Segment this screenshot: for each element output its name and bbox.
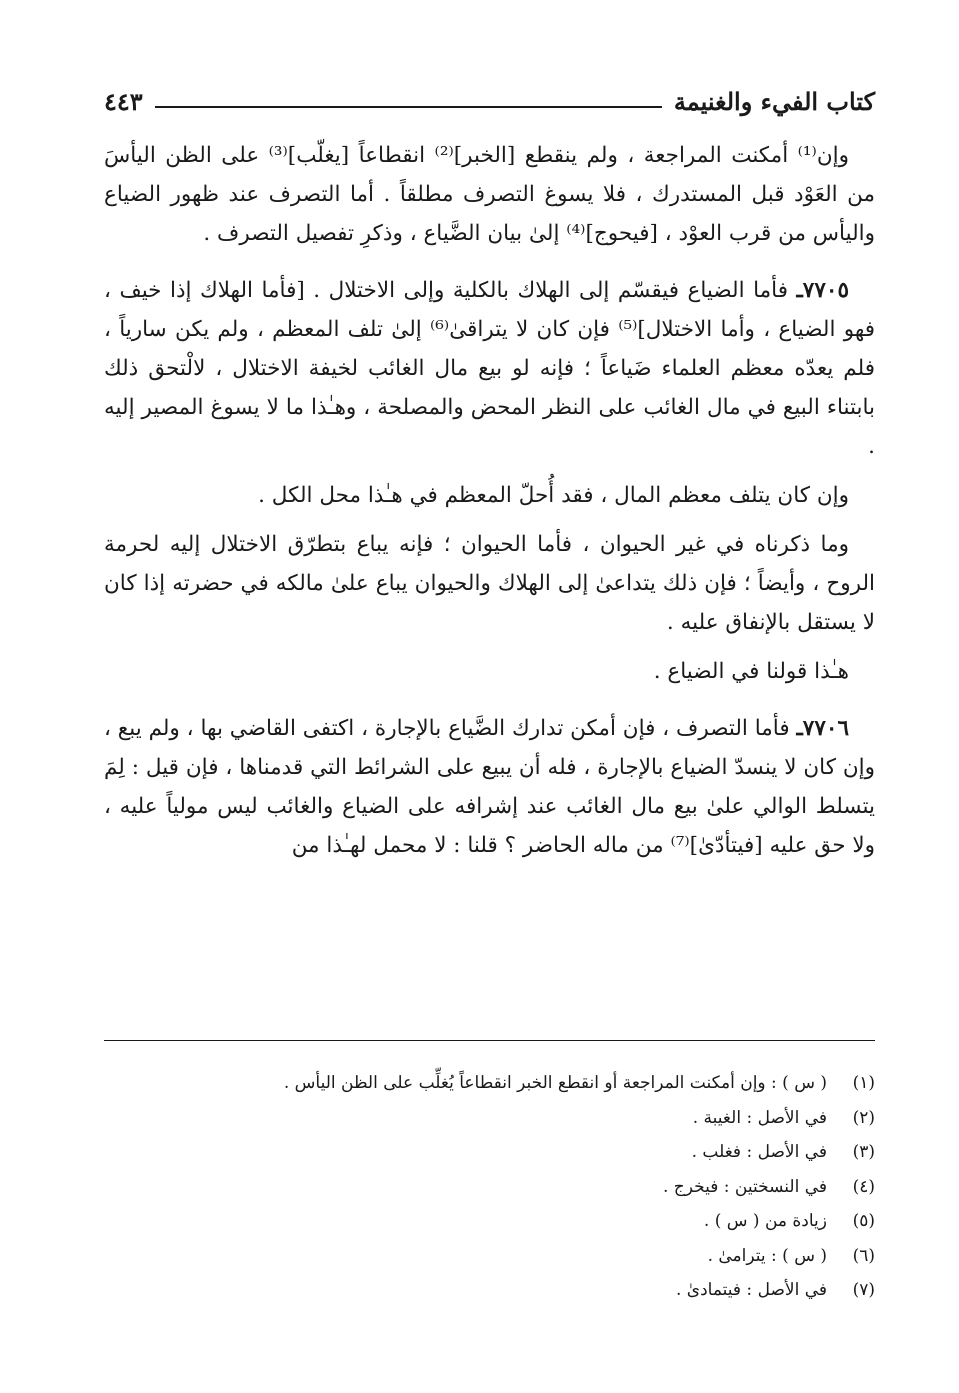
paragraph (104, 652, 875, 691)
paragraph-text: فأما الضياع فيقسّم إلى الهلاك بالكلية وإلى الاختلال . [فأما الهلاك إذا خيف ، فهو الضياع ، وأما الاختلال]⁽⁵⁾ فإن كان لا يتراقىٰ⁽⁶⁾ إلىٰ تلف المعظم ، ولم يكن سارياً ، فلم يعدّه معظم العلماء ضَياعاً ؛ فإنه لو بيع مال الغائب لخيفة الاختلال ، لالْتحق ذلك بابتناء البيع في مال الغائب على النظر المحض والمصلحة ، وهـٰذا ما لا يسوغ المصير إليه . (104, 278, 876, 459)
paragraph-number: ٧٧٠٦ـ (796, 716, 849, 741)
footnote-number: (٤) (852, 1176, 875, 1197)
header-rule (155, 106, 662, 108)
footnote-text: في الأصل : فيتمادىٰ . (675, 1280, 827, 1300)
paragraph-number: ٧٧٠٥ـ (796, 278, 849, 303)
page-number: ٤٤٣ (104, 87, 143, 116)
footnote (104, 1066, 875, 1101)
footnotes (104, 1066, 875, 1308)
paragraph (104, 525, 875, 642)
footnote-number: (١) (852, 1073, 875, 1093)
book-title: كتاب الفيء والغنيمة (673, 87, 875, 116)
footnote (104, 1273, 875, 1308)
paragraph-text: فأما التصرف ، فإن أمكن تدارك الضَّياع بالإجارة ، اكتفى القاضي بها ، ولم يبع ، وإن كان لا ينسدّ الضياع بالإجارة ، فله أن يبيع على الشرائط التي قدمناها ، فإن قيل : لِمَ يتسلط الوالي علىٰ بيع مال الغائب عند إشرافه على الضياع والغائب ليس مولياً عليه ، ولا حق عليه [فيتأدّىٰ]⁽⁷⁾ من ماله الحاضر ؟ قلنا : لا محمل لهـٰذا من (104, 716, 875, 858)
footnote-number: (٣) (852, 1142, 875, 1162)
paragraph-text: وإن⁽¹⁾ أمكنت المراجعة ، ولم ينقطع [الخبر]⁽²⁾ انقطاعاً [يغلّب]⁽³⁾ على الظن اليأسَ من العَوْد قبل المستدرك ، فلا يسوغ التصرف مطلقاً . أما التصرف عند ظهور الضياع واليأس من قرب العوْد ، [فيحوج]⁽⁴⁾ إلىٰ بيان الضَّياع ، وذكرِ تفصيل التصرف . (104, 143, 875, 246)
main-text (104, 136, 875, 865)
footnote (104, 1204, 875, 1239)
footnote (104, 1135, 875, 1170)
paragraph (104, 476, 875, 515)
footnote-number: (٧) (852, 1280, 875, 1300)
footnote-number: (٦) (852, 1245, 875, 1266)
paragraph (104, 709, 875, 865)
footnote-text: ( س ) : يترامىٰ . (707, 1245, 827, 1266)
paragraph (104, 271, 875, 466)
footnote-separator (104, 1040, 875, 1041)
paragraph-text: وما ذكرناه في غير الحيوان ، فأما الحيوان ؛ فإنه يباع بتطرّق الاختلال إليه لحرمة الروح ، وأيضاً ؛ فإن ذلك يتداعىٰ إلى الهلاك والحيوان يباع علىٰ مالكه في حضرته إذا كان لا يستقل بالإنفاق عليه . (104, 532, 875, 635)
footnote (104, 1239, 875, 1274)
paragraph-text: وإن كان يتلف معظم المال ، فقد أُحلّ المعظم في هـٰذا محل الكل . (258, 483, 849, 508)
footnote (104, 1101, 875, 1136)
footnote (104, 1170, 875, 1205)
footnote-text: زيادة من ( س ) . (703, 1211, 827, 1231)
footnote-number: (٢) (852, 1107, 875, 1128)
footnote-text: في الأصل : فغلب . (691, 1142, 827, 1162)
paragraph-text: هـٰذا قولنا في الضياع . (653, 659, 849, 684)
footnote-text: في النسختين : فيخرج . (663, 1176, 827, 1197)
footnote-text: ( س ) : وإن أمكنت المراجعة أو انقطع الخبر انقطاعاً يُغلِّب على الظن اليأس . (283, 1073, 827, 1093)
footnote-text: في الأصل : الغيبة . (692, 1107, 827, 1128)
paragraph (104, 136, 875, 253)
footnote-number: (٥) (852, 1211, 875, 1231)
running-header (104, 80, 875, 116)
